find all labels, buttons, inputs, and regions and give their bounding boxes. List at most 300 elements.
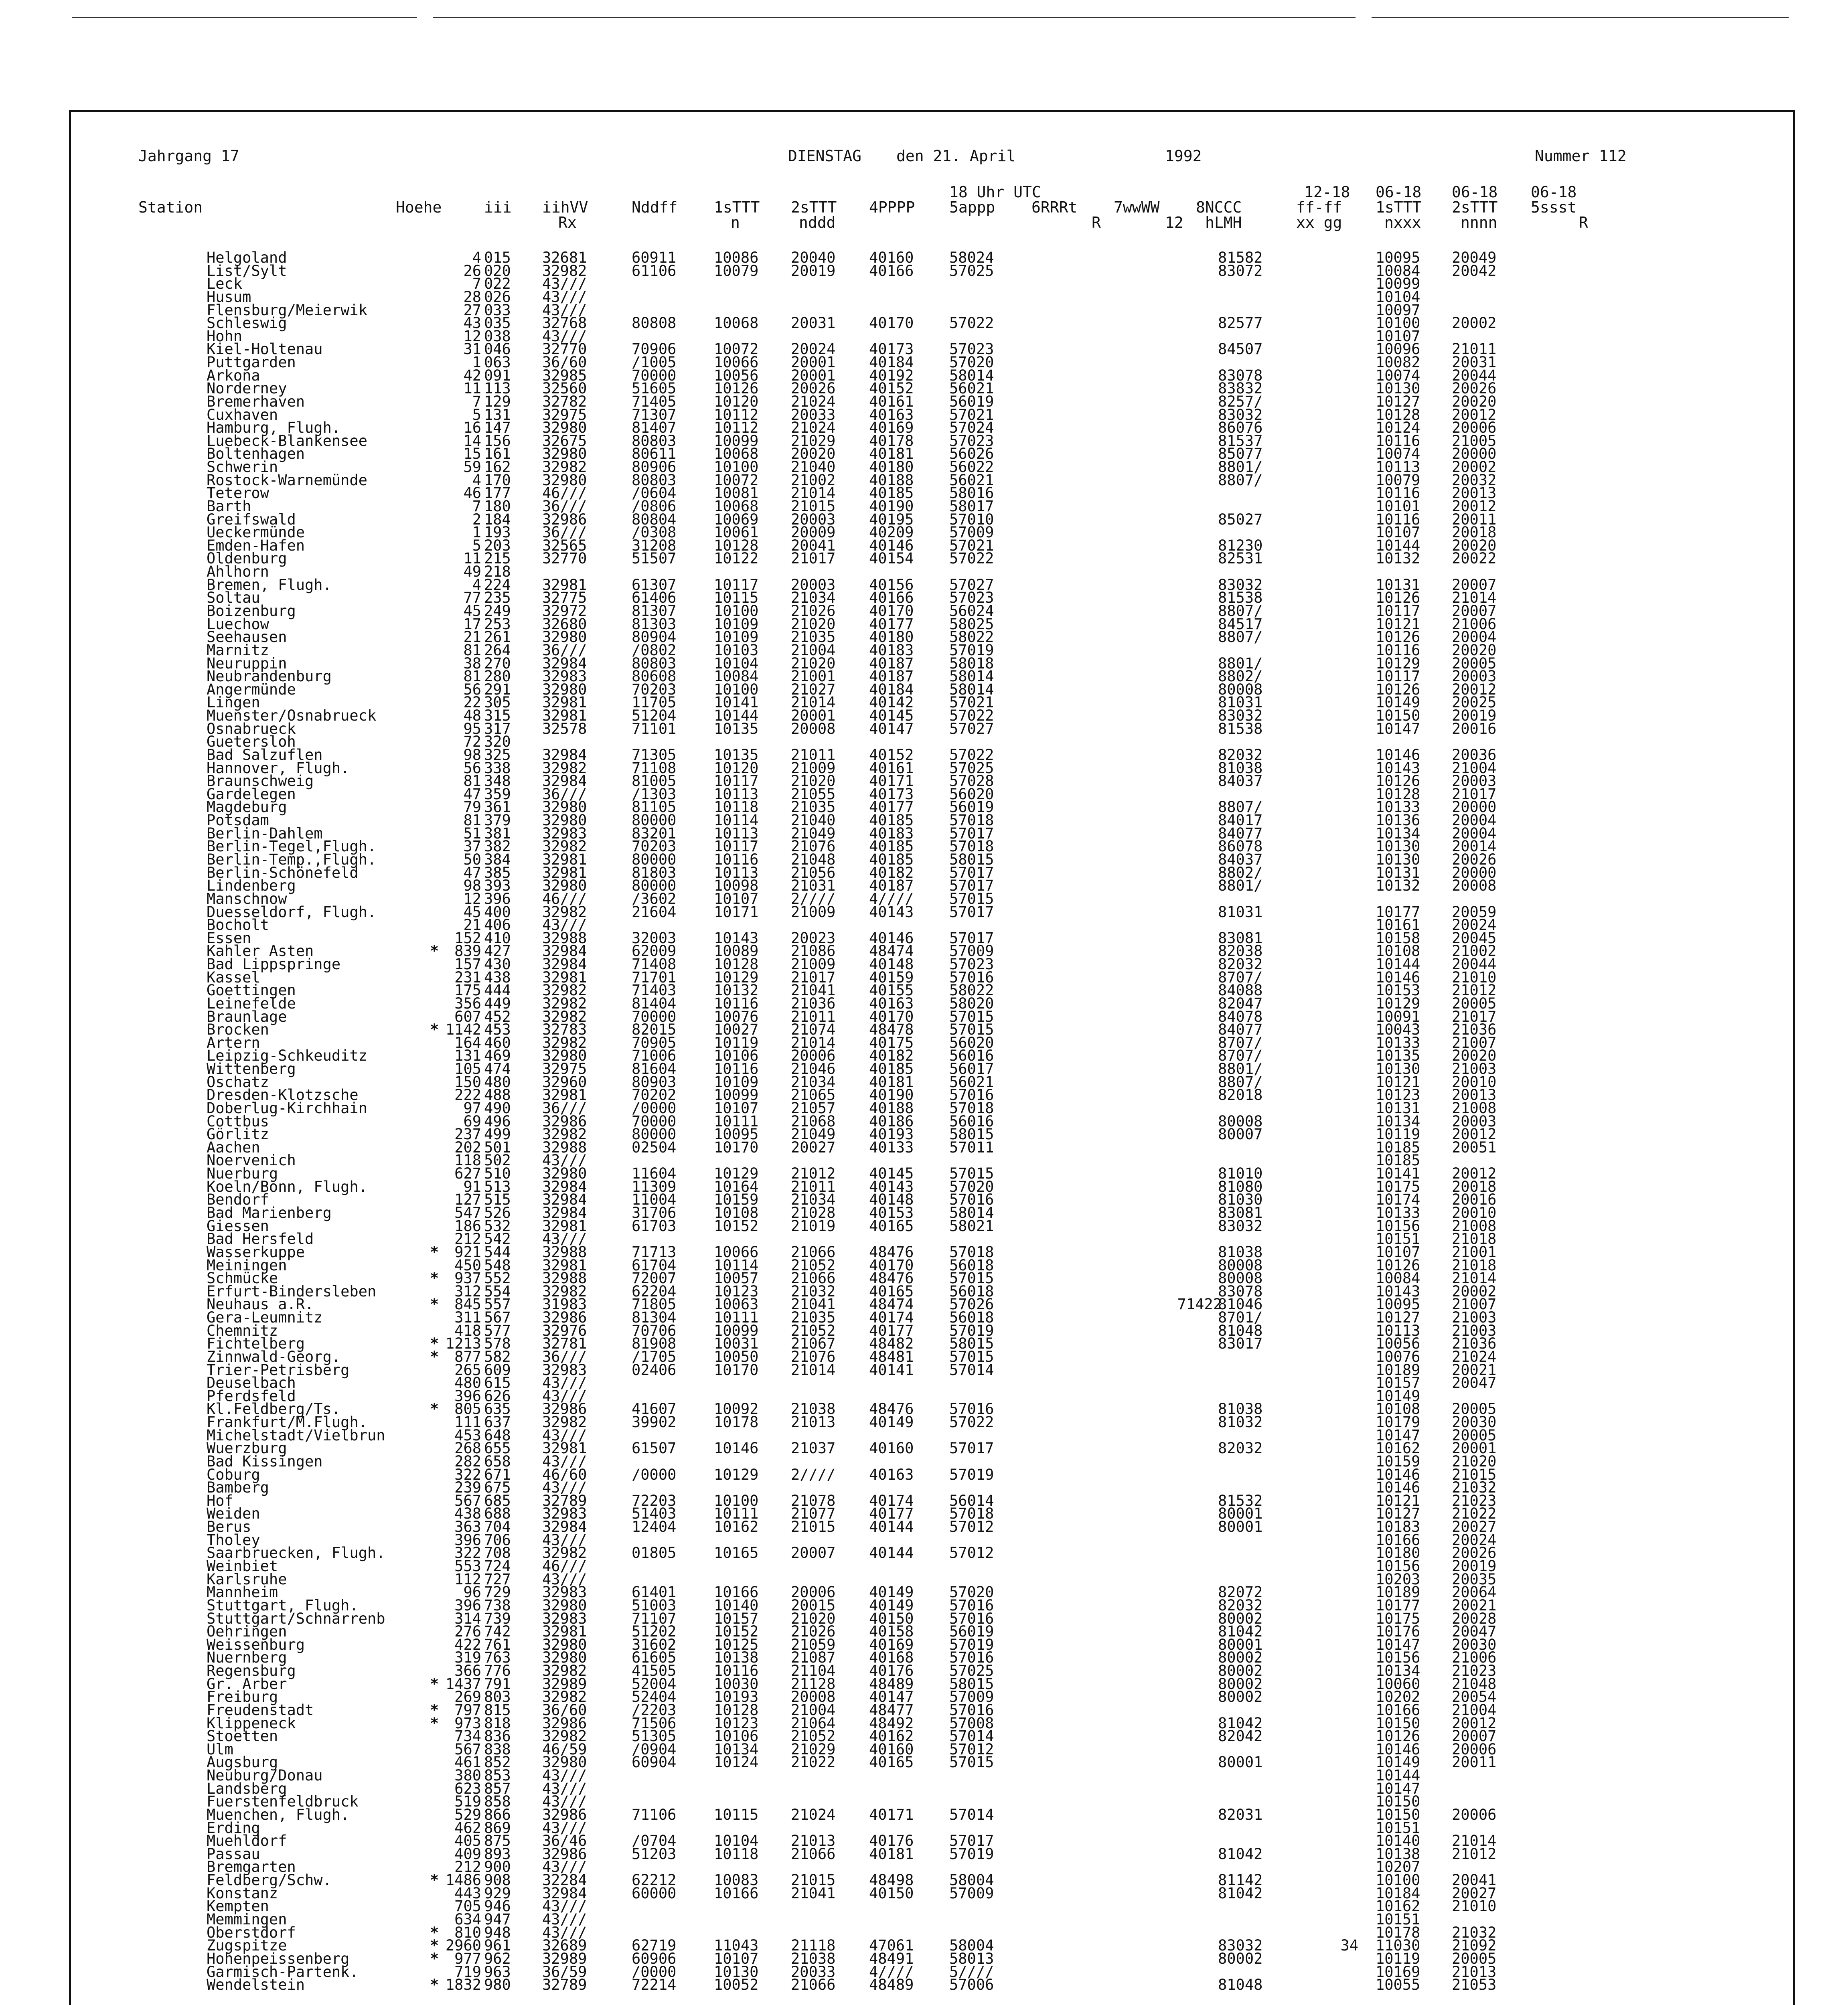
nddff-value: 51003 (632, 1596, 677, 1614)
iihvv-value: 32675 (542, 432, 587, 450)
1sttt-0618-value: 10116 (1376, 510, 1420, 528)
iihvv-value: 32980 (542, 445, 587, 463)
2sttt-0618-value: 20026 (1452, 380, 1497, 397)
4pppp-value: 40165 (869, 1754, 914, 1771)
1sttt-0618-value: 10113 (1376, 458, 1420, 476)
2sttt-value: 21057 (791, 1099, 836, 1117)
1sttt-value: 10113 (714, 864, 759, 881)
station-name: Angermünde (207, 680, 296, 698)
5appp-value: 57009 (949, 1688, 994, 1706)
nddff-value: 70706 (632, 1322, 677, 1339)
nddff-value: 02406 (632, 1361, 677, 1379)
hoehe-value: 97 (463, 1099, 481, 1117)
iihvv-value: 32984 (542, 1204, 587, 1221)
5appp-value: 58015 (949, 1675, 994, 1693)
1sttt-0618-value: 10084 (1376, 1270, 1420, 1287)
iihvv-value: 32984 (542, 1178, 587, 1195)
station-id: 929 (484, 1884, 511, 1902)
1sttt-value: 10109 (714, 628, 759, 646)
station-id: 452 (484, 1008, 511, 1025)
8nccc-value: 80002 (1218, 1610, 1263, 1627)
2sttt-value: 21009 (791, 956, 836, 973)
4pppp-value: 48476 (869, 1270, 914, 1287)
table-row (71, 1217, 1791, 1235)
station-id: 020 (484, 262, 511, 279)
2sttt-0618-value: 21006 (1452, 1649, 1497, 1667)
station-name: Berlin-Dahlem (207, 824, 323, 842)
4pppp-value: 40182 (869, 1047, 914, 1065)
iihvv-value: 32980 (542, 1649, 587, 1667)
hoehe-value: 15 (463, 445, 481, 463)
station-id: 961 (484, 1937, 511, 1954)
1sttt-0618-value: 10144 (1376, 1767, 1420, 1784)
4pppp-value: 40143 (869, 903, 914, 921)
table-row (71, 552, 1791, 565)
station-id: 609 (484, 1361, 511, 1379)
8nccc-value: 84507 (1218, 340, 1263, 358)
nddff-value: /1005 (632, 354, 677, 371)
8nccc-value: 83017 (1218, 1335, 1263, 1353)
1sttt-value: 10113 (714, 824, 759, 842)
8nccc-value: 8707/ (1218, 1034, 1263, 1051)
station-name: Muenchen, Flugh. (207, 1806, 350, 1823)
iihvv-value: 32775 (542, 589, 587, 607)
station-name: Gr. Arber (207, 1675, 287, 1693)
1sttt-value: 10113 (714, 785, 759, 803)
table-row (71, 1049, 1791, 1063)
iihvv-value: 36/// (542, 524, 587, 541)
hoehe-value: 222 (454, 1086, 481, 1104)
hoehe-value: 2960 (445, 1937, 481, 1954)
8nccc-value: 80001 (1218, 1518, 1263, 1536)
1sttt-0618-value: 10156 (1376, 1557, 1420, 1575)
iihvv-value: 43/// (542, 1793, 587, 1811)
4pppp-value: 40177 (869, 798, 914, 816)
hoehe-value: 95 (463, 720, 481, 737)
2sttt-0618-value: 20054 (1452, 1688, 1497, 1706)
hoehe-value: 12 (463, 890, 481, 907)
hoehe-value: 56 (463, 759, 481, 777)
table-row (71, 1832, 1791, 1850)
station-id: 396 (484, 890, 511, 907)
station-name: Magdeburg (207, 798, 287, 816)
iihvv-value: 32981 (542, 576, 587, 593)
col-s1-top: 06-18 (1376, 183, 1422, 201)
4pppp-value: 40177 (869, 615, 914, 633)
4pppp-value: 40166 (869, 589, 914, 607)
table-row (71, 994, 1791, 1012)
station-name: Klippeneck (207, 1714, 296, 1732)
2sttt-0618-value: 20044 (1452, 367, 1497, 384)
station-name: Freiburg (207, 1688, 278, 1706)
hoehe-value: 461 (454, 1754, 481, 1771)
year-label: 1992 (1165, 147, 1202, 165)
5appp-value: 57020 (949, 1584, 994, 1601)
station-name: Neuruppin (207, 654, 287, 672)
1sttt-0618-value: 10176 (1376, 1623, 1420, 1640)
iihvv-value: 32988 (542, 929, 587, 947)
7wwww-value: 71422 (1177, 1296, 1222, 1313)
station-id: 675 (484, 1479, 511, 1497)
hoehe-value: 27 (463, 301, 481, 319)
4pppp-value: 4//// (869, 1963, 914, 1981)
nddff-value: 81908 (632, 1335, 677, 1353)
station-id: 410 (484, 929, 511, 947)
4pppp-value: 48482 (869, 1335, 914, 1353)
nddff-value: 71101 (632, 720, 677, 737)
iihvv-value: 43/// (542, 1531, 587, 1549)
2sttt-0618-value: 20000 (1452, 864, 1497, 881)
5appp-value: 58016 (949, 484, 994, 502)
iihvv-value: 32980 (542, 812, 587, 829)
2sttt-value: 21066 (791, 1845, 836, 1863)
iihvv-value: 32960 (542, 1073, 587, 1091)
iihvv-value: 32983 (542, 668, 587, 685)
nddff-value: 02504 (632, 1138, 677, 1156)
1sttt-0618-value: 10146 (1376, 1740, 1420, 1758)
5appp-value: 57015 (949, 1270, 994, 1287)
1sttt-0618-value: 10136 (1376, 812, 1420, 829)
5appp-value: 57015 (949, 890, 994, 907)
iihvv-value: 32789 (542, 1976, 587, 1994)
8nccc-value: 84037 (1218, 851, 1263, 868)
8nccc-value: 8701/ (1218, 1309, 1263, 1327)
2sttt-value: 21052 (791, 1256, 836, 1274)
table-row (71, 1518, 1791, 1536)
hoehe-value: 1486 (445, 1871, 481, 1889)
4pppp-value: 48474 (869, 1296, 914, 1313)
2sttt-0618-value: 20049 (1452, 249, 1497, 266)
1sttt-value: 10057 (714, 1270, 759, 1287)
hoehe-value: 150 (454, 1073, 481, 1091)
station-name: Nuernberg (207, 1649, 287, 1667)
1sttt-value: 10111 (714, 1112, 759, 1130)
1sttt-0618-value: 10159 (1376, 1452, 1420, 1470)
hoehe-value: 977 (454, 1950, 481, 1967)
iihvv-value: 32980 (542, 1636, 587, 1653)
station-id: 502 (484, 1152, 511, 1169)
2sttt-0618-value: 21036 (1452, 1335, 1497, 1353)
station-id: 900 (484, 1858, 511, 1876)
5appp-value: 57016 (949, 1610, 994, 1627)
1sttt-0618-value: 10119 (1376, 1126, 1420, 1143)
2sttt-0618-value: 20030 (1452, 1414, 1497, 1431)
hoehe-value: 1437 (445, 1675, 481, 1693)
2sttt-value: 21118 (791, 1937, 836, 1954)
iihvv-value: 32984 (542, 654, 587, 672)
page-frame (69, 110, 1795, 2005)
station-id: 315 (484, 707, 511, 725)
8nccc-value: 8801/ (1218, 654, 1263, 672)
nddff-value: 71305 (632, 746, 677, 764)
2sttt-value: 21019 (791, 1217, 836, 1235)
4pppp-value: 40142 (869, 694, 914, 711)
nddff-value: /0000 (632, 1099, 677, 1117)
1sttt-0618-value: 10147 (1376, 1636, 1420, 1653)
station-name: Schwerin (207, 458, 278, 476)
1sttt-0618-value: 10095 (1376, 1296, 1420, 1313)
iihvv-value: 32986 (542, 1309, 587, 1327)
iihvv-value: 32770 (542, 340, 587, 358)
2sttt-0618-value: 20045 (1452, 929, 1497, 947)
4pppp-value: 40160 (869, 1440, 914, 1457)
2sttt-value: 21034 (791, 1191, 836, 1209)
iihvv-value: 32972 (542, 602, 587, 620)
nddff-value: 51202 (632, 1623, 677, 1640)
station-id: 626 (484, 1387, 511, 1405)
station-id: 129 (484, 393, 511, 410)
5appp-value: 57022 (949, 314, 994, 332)
iihvv-value: 32982 (542, 838, 587, 855)
iihvv-value: 32986 (542, 1845, 587, 1863)
1sttt-0618-value: 10097 (1376, 301, 1420, 319)
2sttt-value: 21059 (791, 1636, 836, 1653)
nddff-value: 70905 (632, 1034, 677, 1051)
5appp-value: 57017 (949, 1832, 994, 1850)
station-name: Neubrandenburg (207, 668, 332, 685)
iihvv-value: 32680 (542, 615, 587, 633)
station-name: Luechow (207, 615, 269, 633)
8nccc-value: 81038 (1218, 1243, 1263, 1261)
hoehe-value: 1 (472, 354, 481, 371)
table-row (71, 1361, 1791, 1379)
1sttt-value: 10081 (714, 484, 759, 502)
table-row (71, 1570, 1791, 1588)
1sttt-value: 10072 (714, 340, 759, 358)
8nccc-value: 82042 (1218, 1728, 1263, 1745)
5appp-value: 57025 (949, 1662, 994, 1680)
nddff-value: 71106 (632, 1806, 677, 1823)
hoehe-value: 845 (454, 1296, 481, 1313)
5appp-value: 57011 (949, 1138, 994, 1156)
table-row (71, 916, 1791, 934)
5appp-value: 56019 (949, 1623, 994, 1640)
station-id: 704 (484, 1518, 511, 1536)
8nccc-value: 83078 (1218, 367, 1263, 384)
nddff-value: 12404 (632, 1518, 677, 1536)
iihvv-value: 32980 (542, 1047, 587, 1065)
table-row (71, 1900, 1791, 1913)
nddff-value: 80803 (632, 471, 677, 489)
1sttt-0618-value: 10127 (1376, 1309, 1420, 1327)
nddff-value: 62009 (632, 942, 677, 960)
station-id: 685 (484, 1492, 511, 1509)
1sttt-value: 10162 (714, 1518, 759, 1536)
hoehe-value: 12 (463, 327, 481, 345)
1sttt-value: 10030 (714, 1675, 759, 1693)
hoehe-value: 547 (454, 1204, 481, 1221)
2sttt-0618-value: 20003 (1452, 1112, 1497, 1130)
2sttt-value: 20023 (791, 929, 836, 947)
5appp-value: 57018 (949, 812, 994, 829)
hoehe-value: 69 (463, 1112, 481, 1130)
5appp-value: 57017 (949, 1440, 994, 1457)
1sttt-value: 10118 (714, 798, 759, 816)
2sttt-0618-value: 20016 (1452, 1191, 1497, 1209)
hoehe-value: 319 (454, 1649, 481, 1667)
station-id: 038 (484, 327, 511, 345)
8nccc-value: 81042 (1218, 1884, 1263, 1902)
table-row (71, 1638, 1791, 1652)
1sttt-0618-value: 10175 (1376, 1610, 1420, 1627)
nddff-value: 60911 (632, 249, 677, 266)
1sttt-value: 10170 (714, 1361, 759, 1379)
1sttt-value: 10068 (714, 314, 759, 332)
4pppp-value: 40185 (869, 484, 914, 502)
1sttt-value: 10129 (714, 1165, 759, 1183)
1sttt-0618-value: 10157 (1376, 1374, 1420, 1392)
1sttt-0618-value: 10126 (1376, 628, 1420, 646)
date-label: den 21. April (896, 147, 1016, 165)
4pppp-value: 40170 (869, 314, 914, 332)
nddff-value: 80808 (632, 314, 677, 332)
hoehe-value: 607 (454, 1008, 481, 1025)
station-name: Zinnwald-Georg. (207, 1348, 341, 1365)
1sttt-0618-value: 10108 (1376, 942, 1420, 960)
hoehe-value: 314 (454, 1610, 481, 1627)
1sttt-value: 10109 (714, 1073, 759, 1091)
mountain-marker: * (430, 1924, 439, 1941)
nddff-value: 80000 (632, 1126, 677, 1143)
5appp-value: 57023 (949, 340, 994, 358)
nddff-value: 61605 (632, 1649, 677, 1667)
station-name: Kempten (207, 1898, 269, 1915)
col-s2-sub: nnnn (1461, 214, 1497, 231)
iihvv-value: 32981 (542, 1623, 587, 1640)
iihvv-value: 43/// (542, 1819, 587, 1837)
table-row (71, 615, 1791, 633)
4pppp-value: 48474 (869, 942, 914, 960)
nddff-value: 80608 (632, 668, 677, 685)
4pppp-value: 40149 (869, 1584, 914, 1601)
iihvv-value: 43/// (542, 1898, 587, 1915)
station-id: 291 (484, 680, 511, 698)
top-rule (433, 17, 1356, 18)
1sttt-value: 10135 (714, 720, 759, 737)
iihvv-value: 36/60 (542, 354, 587, 371)
nummer-label: Nummer 112 (1535, 147, 1627, 165)
iihvv-value: 32985 (542, 367, 587, 384)
nddff-value: 60904 (632, 1754, 677, 1771)
8nccc-value: 81538 (1218, 589, 1263, 607)
table-row (71, 670, 1791, 683)
station-id: 818 (484, 1714, 511, 1732)
hoehe-value: 26 (463, 262, 481, 279)
2sttt-0618-value: 20005 (1452, 1426, 1497, 1444)
1sttt-value: 10128 (714, 537, 759, 554)
iihvv-value: 32989 (542, 1675, 587, 1693)
station-id: 384 (484, 851, 511, 868)
station-name: Bad Salzuflen (207, 746, 323, 764)
nddff-value: 31208 (632, 537, 677, 554)
iihvv-value: 46/// (542, 890, 587, 907)
table-row (71, 1806, 1791, 1823)
station-id: 033 (484, 301, 511, 319)
4pppp-value: 40176 (869, 1832, 914, 1850)
2sttt-0618-value: 20020 (1452, 537, 1497, 554)
station-id: 460 (484, 1034, 511, 1051)
2sttt-value: 20033 (791, 1963, 836, 1981)
4pppp-value: 40173 (869, 340, 914, 358)
station-id: 637 (484, 1414, 511, 1431)
1sttt-0618-value: 10149 (1376, 1754, 1420, 1771)
hoehe-value: 453 (454, 1426, 481, 1444)
2sttt-value: 21004 (791, 1701, 836, 1719)
4pppp-value: 40184 (869, 354, 914, 371)
col-nddff: Nddff (632, 198, 678, 216)
hoehe-value: 77 (463, 589, 481, 607)
station-name: Duesseldorf, Flugh. (207, 903, 377, 921)
2sttt-value: 21028 (791, 1204, 836, 1221)
4pppp-value: 40145 (869, 707, 914, 725)
8nccc-value: 80002 (1218, 1662, 1263, 1680)
1sttt-value: 10120 (714, 393, 759, 410)
1sttt-0618-value: 10128 (1376, 785, 1420, 803)
nddff-value: 71506 (632, 1714, 677, 1732)
1sttt-0618-value: 10091 (1376, 1008, 1420, 1025)
station-name: Görlitz (207, 1126, 269, 1143)
2sttt-0618-value: 20001 (1452, 1440, 1497, 1457)
station-name: Lingen (207, 694, 260, 711)
table-row (71, 759, 1791, 777)
station-id: 706 (484, 1531, 511, 1549)
hoehe-value: 623 (454, 1780, 481, 1797)
1sttt-value: 10128 (714, 956, 759, 973)
hoehe-value: 438 (454, 1505, 481, 1523)
nddff-value: 80804 (632, 510, 677, 528)
8nccc-value: 82577 (1218, 314, 1263, 332)
2sttt-0618-value: 21005 (1452, 432, 1497, 450)
table-row (71, 785, 1791, 803)
2sttt-0618-value: 21007 (1452, 1296, 1497, 1313)
station-name: Guetersloh (207, 733, 296, 751)
hoehe-value: 50 (463, 851, 481, 868)
station-name: Weinbiet (207, 1557, 278, 1575)
station-id: 635 (484, 1400, 511, 1418)
5appp-value: 57017 (949, 864, 994, 881)
nddff-value: 52004 (632, 1675, 677, 1693)
2sttt-value: 21041 (791, 982, 836, 999)
4pppp-value: 40161 (869, 759, 914, 777)
4pppp-value: 40190 (869, 497, 914, 515)
table-row (71, 1871, 1791, 1889)
station-name: Braunlage (207, 1008, 287, 1025)
1sttt-value: 10122 (714, 550, 759, 567)
table-row (71, 968, 1791, 986)
station-name: List/Sylt (207, 262, 287, 279)
hoehe-value: 5 (472, 537, 481, 554)
station-name: Bad Lippspringe (207, 956, 341, 973)
station-id: 180 (484, 497, 511, 515)
1sttt-0618-value: 10169 (1376, 1963, 1420, 1981)
station-id: 063 (484, 354, 511, 371)
station-id: 317 (484, 720, 511, 737)
5appp-value: 57019 (949, 1845, 994, 1863)
5appp-value: 56026 (949, 445, 994, 463)
station-id: 761 (484, 1636, 511, 1653)
nddff-value: /3602 (632, 890, 677, 907)
station-name: Giessen (207, 1217, 269, 1235)
2sttt-0618-value: 20005 (1452, 1400, 1497, 1418)
station-name: Noervenich (207, 1152, 296, 1169)
2sttt-0618-value: 21032 (1452, 1479, 1497, 1497)
2sttt-0618-value: 20031 (1452, 354, 1497, 371)
4pppp-value: 48498 (869, 1871, 914, 1889)
8nccc-value: 83032 (1218, 406, 1263, 423)
1sttt-0618-value: 10143 (1376, 1282, 1420, 1300)
col-s1-sub: nxxx (1384, 214, 1421, 231)
1sttt-0618-value: 10183 (1376, 1518, 1420, 1536)
